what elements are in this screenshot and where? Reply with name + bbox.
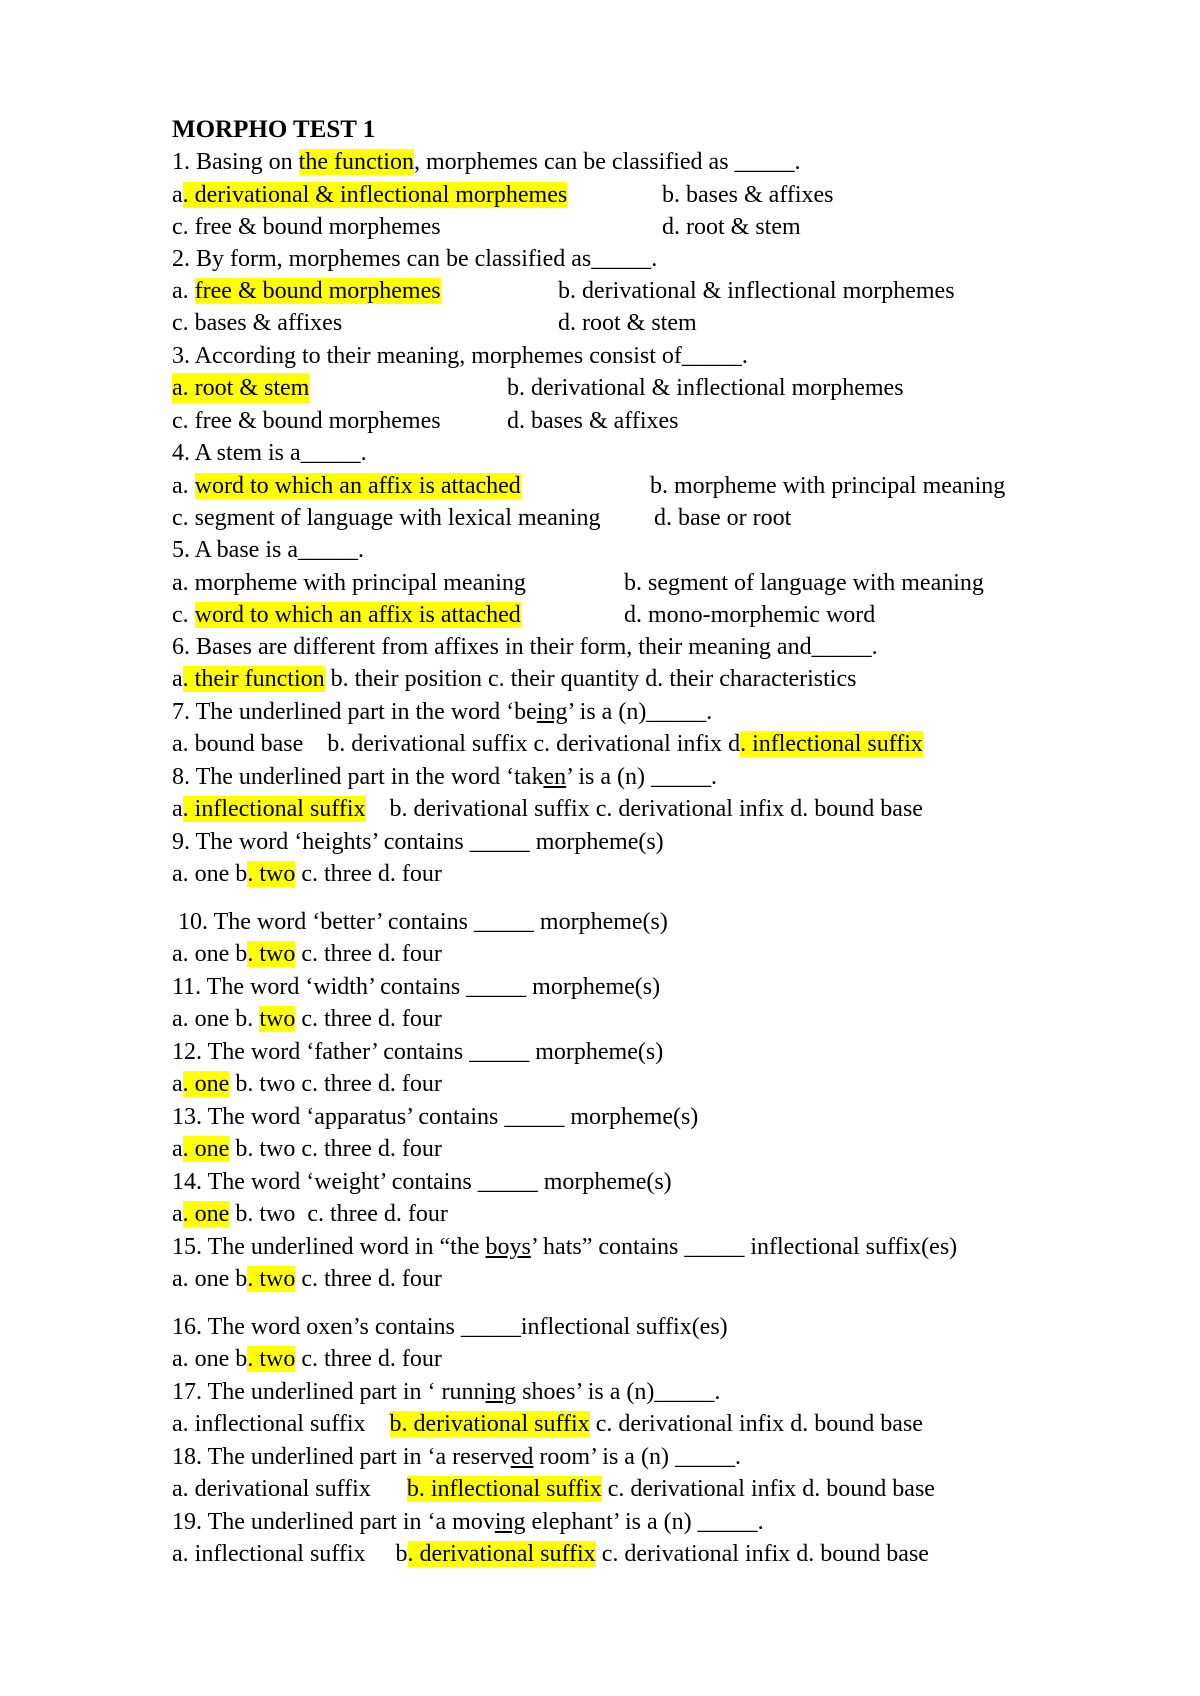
highlight-answer: . one <box>182 1071 230 1097</box>
question-11: 11. The word ‘width’ contains _____ morpheme(s) <box>172 974 661 1000</box>
question-5-options-row-1 <box>172 568 984 600</box>
option-c: c. free & bound morphemes <box>172 408 441 434</box>
question-11-options: a. one b. two c. three d. four <box>172 1006 442 1032</box>
highlight: the function <box>298 149 414 175</box>
question-8: 8. The underlined part in the word ‘taken’ is a (n) _____. <box>172 764 717 790</box>
highlight-answer: word to which an affix is attached <box>194 473 521 499</box>
question-19: 19. The underlined part in ‘a moving elephant’ is a (n) _____. <box>172 1509 764 1535</box>
question-6: 6. Bases are different from affixes in their form, their meaning and_____. <box>172 634 878 660</box>
highlight-answer: . two <box>247 1346 296 1372</box>
question-5-options-row-2 <box>172 600 876 632</box>
underlined-part: ed <box>510 1444 534 1470</box>
option-b: b. segment of language with meaning <box>624 570 984 596</box>
option-c: c. bases & affixes <box>172 310 343 336</box>
option-a: a. derivational & inflectional morphemes <box>172 182 568 208</box>
question-7: 7. The underlined part in the word ‘being’ is a (n)_____. <box>172 699 713 725</box>
question-14: 14. The word ‘weight’ contains _____ morpheme(s) <box>172 1169 672 1195</box>
question-1: 1. Basing on the function, morphemes can be classified as _____. <box>172 149 801 175</box>
underlined-part: ing <box>494 1509 526 1535</box>
option-c: c. segment of language with lexical meaning <box>172 505 601 531</box>
option-c: c. word to which an affix is attached <box>172 602 521 628</box>
highlight-answer: word to which an affix is attached <box>194 602 521 628</box>
highlight-answer: . their function <box>182 666 325 692</box>
question-5: 5. A base is a_____. <box>172 537 364 563</box>
option-d: d. root & stem <box>558 310 697 336</box>
question-9-options: a. one b. two c. three d. four <box>172 861 442 887</box>
question-3-options-row-1 <box>172 373 904 405</box>
question-4-options-row-2 <box>172 503 792 535</box>
option-b: b. derivational & inflectional morphemes <box>507 375 904 401</box>
question-16-options: a. one b. two c. three d. four <box>172 1346 442 1372</box>
question-1-options-row-2 <box>172 212 801 244</box>
question-4: 4. A stem is a_____. <box>172 440 367 466</box>
highlight-answer: b. inflectional suffix <box>406 1476 602 1502</box>
question-3: 3. According to their meaning, morphemes consist of_____. <box>172 343 748 369</box>
question-18: 18. The underlined part in ‘a reserved room’ is a (n) _____. <box>172 1444 741 1470</box>
highlight-answer: . derivational & inflectional morphemes <box>182 182 568 208</box>
option-d: d. base or root <box>654 505 792 531</box>
question-1-options-row-1 <box>172 180 834 212</box>
highlight-answer: . one <box>182 1136 230 1162</box>
question-7-options: a. bound base b. derivational suffix c. derivational infix d. inflectional suffix <box>172 731 923 757</box>
highlight-answer: . two <box>247 861 296 887</box>
question-13-options: a. one b. two c. three d. four <box>172 1136 442 1162</box>
highlight-answer: free & bound morphemes <box>194 278 441 304</box>
highlight-answer: . inflectional suffix <box>740 731 923 757</box>
highlight-answer: . two <box>247 941 296 967</box>
question-18-options: a. derivational suffix b. inflectional suffix c. derivational infix d. bound base <box>172 1476 935 1502</box>
option-b: b. morpheme with principal meaning <box>650 473 1006 499</box>
highlight-answer: . inflectional suffix <box>182 796 366 822</box>
option-a: a. word to which an affix is attached <box>172 473 521 499</box>
underlined-part: ing <box>536 699 568 725</box>
underlined-part: en <box>543 764 567 790</box>
question-6-options: a. their function b. their position c. their quantity d. their characteristics <box>172 666 857 692</box>
question-2-options-row-2 <box>172 308 697 340</box>
highlight-answer: b. derivational suffix <box>389 1411 590 1437</box>
underlined-word: boys <box>485 1234 531 1260</box>
question-10: 10. The word ‘better’ contains _____ morpheme(s) <box>172 909 668 935</box>
option-c: c. free & bound morphemes <box>172 214 441 240</box>
question-4-options-row-1 <box>172 471 1006 503</box>
underlined-part: ing <box>485 1379 517 1405</box>
question-2-options-row-1 <box>172 276 955 308</box>
question-3-options-row-2 <box>172 406 679 438</box>
question-12: 12. The word ‘father’ contains _____ morpheme(s) <box>172 1039 664 1065</box>
question-9: 9. The word ‘heights’ contains _____ morpheme(s) <box>172 829 664 855</box>
option-a-highlight-answer: a. root & stem <box>172 375 310 401</box>
option-d: d. root & stem <box>662 214 801 240</box>
question-15: 15. The underlined word in “the boys’ hats” contains _____ inflectional suffix(es) <box>172 1234 958 1260</box>
question-19-options: a. inflectional suffix b. derivational suffix c. derivational infix d. bound base <box>172 1541 929 1567</box>
question-13: 13. The word ‘apparatus’ contains _____ morpheme(s) <box>172 1104 699 1130</box>
question-17-options: a. inflectional suffix b. derivational suffix c. derivational infix d. bound base <box>172 1411 923 1437</box>
question-17: 17. The underlined part in ‘ running shoes’ is a (n)_____. <box>172 1379 721 1405</box>
question-16: 16. The word oxen’s contains _____inflectional suffix(es) <box>172 1314 728 1340</box>
question-12-options: a. one b. two c. three d. four <box>172 1071 442 1097</box>
highlight-answer: . two <box>247 1266 296 1292</box>
question-14-options: a. one b. two c. three d. four <box>172 1201 448 1227</box>
option-a: a. morpheme with principal meaning <box>172 570 526 596</box>
highlight-answer: . derivational suffix <box>407 1541 596 1567</box>
question-15-options: a. one b. two c. three d. four <box>172 1266 442 1292</box>
question-2: 2. By form, morphemes can be classified as_____. <box>172 246 658 272</box>
option-b: b. bases & affixes <box>662 182 834 208</box>
option-d: d. bases & affixes <box>507 408 679 434</box>
option-b: b. derivational & inflectional morphemes <box>558 278 955 304</box>
option-d: d. mono-morphemic word <box>624 602 876 628</box>
question-8-options: a. inflectional suffix b. derivational suffix c. derivational infix d. bound base <box>172 796 923 822</box>
page-title: MORPHO TEST 1 <box>172 116 376 143</box>
option-a: a. free & bound morphemes <box>172 278 441 304</box>
highlight-answer: two <box>259 1006 296 1032</box>
question-10-options: a. one b. two c. three d. four <box>172 941 442 967</box>
highlight-answer: . one <box>182 1201 230 1227</box>
